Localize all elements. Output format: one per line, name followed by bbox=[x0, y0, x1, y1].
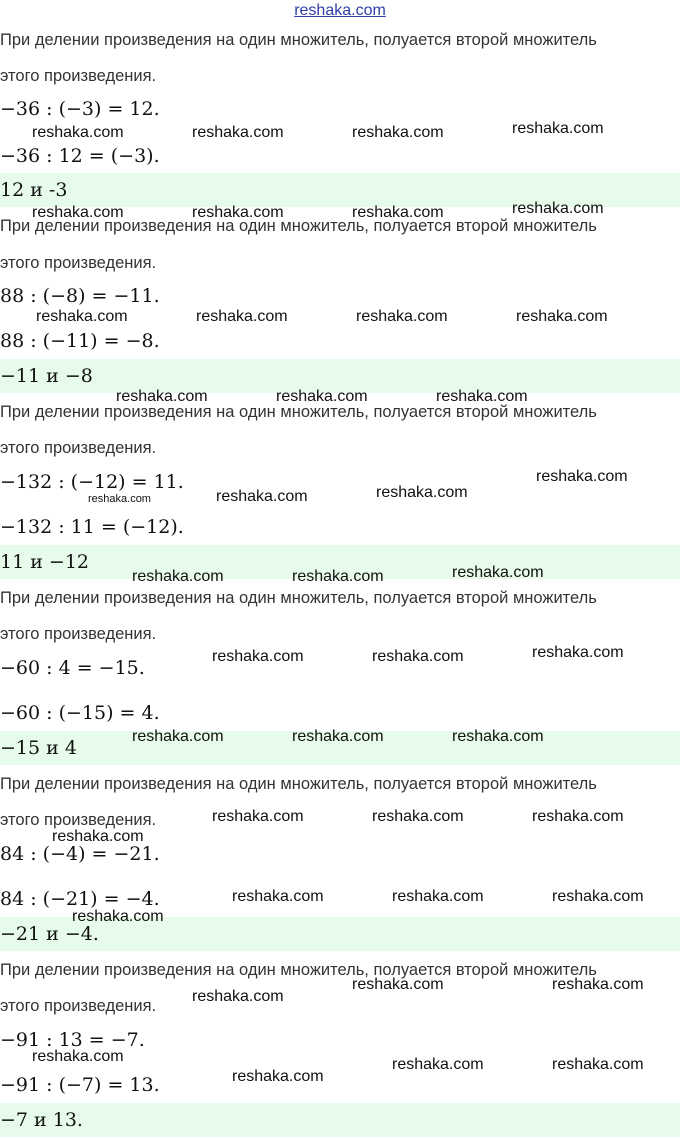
explanation-line-2: этого произведения. bbox=[0, 67, 157, 85]
equation-1: 84 : (−4) = −21. bbox=[0, 843, 160, 865]
watermark: reshaka.com bbox=[536, 468, 628, 485]
watermark: reshaka.com bbox=[276, 388, 368, 405]
equation-2: 88 : (−11) = −8. bbox=[0, 330, 160, 352]
equation-1: −36 : (−3) = 12. bbox=[0, 98, 160, 120]
explanation-line-2: этого произведения. bbox=[0, 439, 157, 457]
explanation-line-1: При делении произведения на один множитель, полуается второй множитель bbox=[0, 589, 597, 607]
answer-highlight: 12 и -3 bbox=[0, 173, 680, 207]
explanation-line-2: этого произведения. bbox=[0, 625, 157, 643]
watermark: reshaka.com bbox=[196, 308, 288, 325]
equation-2: 84 : (−21) = −4. bbox=[0, 888, 160, 910]
equation-1: −132 : (−12) = 11. bbox=[0, 471, 184, 493]
watermark: reshaka.com bbox=[72, 908, 164, 925]
explanation-line-1: При делении произведения на один множитель, полуается второй множитель bbox=[0, 31, 597, 49]
equation-2: −91 : (−7) = 13. bbox=[0, 1074, 160, 1096]
watermark: reshaka.com bbox=[392, 888, 484, 905]
watermark: reshaka.com bbox=[552, 888, 644, 905]
watermark: reshaka.com bbox=[192, 124, 284, 141]
site-header-link[interactable]: reshaka.com bbox=[294, 2, 386, 19]
explanation-line-1: При делении произведения на один множитель, полуается второй множитель bbox=[0, 403, 597, 421]
equation-1: −91 : 13 = −7. bbox=[0, 1029, 145, 1051]
watermark: reshaka.com bbox=[452, 728, 544, 745]
answer-highlight: 11 и −12 bbox=[0, 545, 680, 579]
watermark: reshaka.com bbox=[32, 204, 124, 221]
answer-highlight: −7 и 13. bbox=[0, 1103, 680, 1137]
watermark: reshaka.com bbox=[132, 568, 224, 585]
watermark: reshaka.com bbox=[436, 388, 528, 405]
watermark: reshaka.com bbox=[532, 808, 624, 825]
watermark: reshaka.com bbox=[52, 828, 144, 845]
watermark: reshaka.com bbox=[232, 888, 324, 905]
watermark: reshaka.com bbox=[132, 728, 224, 745]
watermark: reshaka.com bbox=[212, 648, 304, 665]
watermark: reshaka.com bbox=[32, 124, 124, 141]
equation-1: −60 : 4 = −15. bbox=[0, 657, 145, 679]
watermark: reshaka.com bbox=[292, 728, 384, 745]
explanation-line-1: При делении произведения на один множитель, полуается второй множитель bbox=[0, 775, 597, 793]
explanation-line-2: этого произведения. bbox=[0, 811, 157, 829]
watermark: reshaka.com bbox=[452, 564, 544, 581]
watermark: reshaka.com bbox=[352, 976, 444, 993]
equation-2: −36 : 12 = (−3). bbox=[0, 145, 160, 167]
equation-1: 88 : (−8) = −11. bbox=[0, 285, 160, 307]
watermark: reshaka.com bbox=[88, 493, 151, 505]
watermark: reshaka.com bbox=[532, 644, 624, 661]
watermark: reshaka.com bbox=[512, 200, 604, 217]
watermark: reshaka.com bbox=[352, 204, 444, 221]
watermark: reshaka.com bbox=[32, 1048, 124, 1065]
watermark: reshaka.com bbox=[376, 484, 468, 501]
watermark: reshaka.com bbox=[116, 388, 208, 405]
watermark: reshaka.com bbox=[192, 988, 284, 1005]
answer-highlight: −15 и 4 bbox=[0, 731, 680, 765]
explanation-line-2: этого произведения. bbox=[0, 254, 157, 272]
explanation-line-2: этого произведения. bbox=[0, 997, 157, 1015]
watermark: reshaka.com bbox=[372, 808, 464, 825]
watermark: reshaka.com bbox=[292, 568, 384, 585]
watermark: reshaka.com bbox=[512, 120, 604, 137]
explanation-line-1: При делении произведения на один множитель, полуается второй множитель bbox=[0, 217, 597, 235]
explanation-line-1: При делении произведения на один множитель, полуается второй множитель bbox=[0, 961, 597, 979]
watermark: reshaka.com bbox=[192, 204, 284, 221]
equation-2: −60 : (−15) = 4. bbox=[0, 702, 160, 724]
watermark: reshaka.com bbox=[352, 124, 444, 141]
watermark: reshaka.com bbox=[372, 648, 464, 665]
watermark: reshaka.com bbox=[516, 308, 608, 325]
watermark: reshaka.com bbox=[36, 308, 128, 325]
watermark: reshaka.com bbox=[232, 1068, 324, 1085]
watermark: reshaka.com bbox=[216, 488, 308, 505]
answer-highlight: −11 и −8 bbox=[0, 359, 680, 393]
watermark: reshaka.com bbox=[212, 808, 304, 825]
watermark: reshaka.com bbox=[392, 1056, 484, 1073]
watermark: reshaka.com bbox=[552, 1056, 644, 1073]
watermark: reshaka.com bbox=[552, 976, 644, 993]
watermark: reshaka.com bbox=[356, 308, 448, 325]
answer-highlight: −21 и −4. bbox=[0, 917, 680, 951]
equation-2: −132 : 11 = (−12). bbox=[0, 516, 184, 538]
